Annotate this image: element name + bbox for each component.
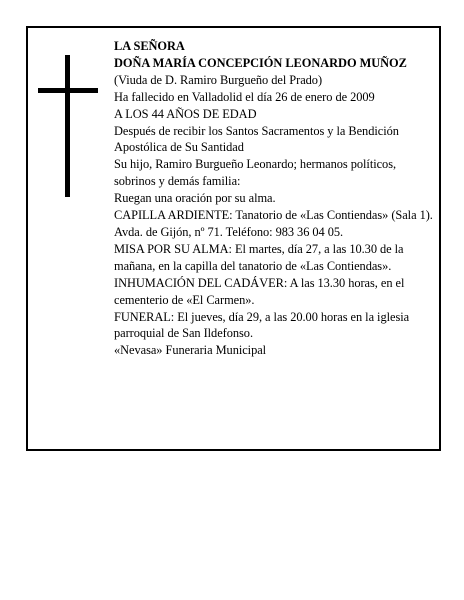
sacraments-line: Después de recibir los Santos Sacramentos y la Bendición Apostólica de Su Santidad	[114, 123, 399, 155]
cross-icon	[38, 55, 98, 197]
funeral-home-line: «Nevasa» Funeraria Municipal	[114, 343, 267, 358]
age-line: A LOS 44 AÑOS DE EDAD	[114, 106, 257, 121]
deceased-name: DOÑA MARÍA CONCEPCIÓN LEONARDO MUÑOZ	[114, 55, 407, 70]
obituary-text	[114, 38, 434, 359]
cross-vertical-bar	[65, 55, 70, 197]
chapel-info: CAPILLA ARDIENTE: Tanatorio de «Las Contiendas» (Sala 1). Avda. de Gijón, nº 71. Teléfono: 983 36 04 05.	[114, 208, 433, 239]
burial-info: INHUMACIÓN DEL CADÁVER: A las 13.30 horas, en el cementerio de «El Carmen».	[114, 275, 405, 307]
widow-of-line: (Viuda de D. Ramiro Burgueño del Prado)	[114, 72, 323, 87]
deceased-title: LA SEÑORA	[114, 39, 185, 53]
death-date-line: Ha fallecido en Valladolid el día 26 de enero de 2009	[114, 89, 375, 104]
family-line: Su hijo, Ramiro Burgueño Leonardo; hermanos políticos, sobrinos y demás familia:	[114, 157, 397, 189]
mass-info: MISA POR SU ALMA: El martes, día 27, a las 10.30 de la mañana, en la capilla del tanatorio de «Las Contiendas».	[114, 241, 404, 273]
prayer-request-line: Ruegan una oración por su alma.	[114, 191, 276, 206]
funeral-info: FUNERAL: El jueves, día 29, a las 20.00 horas en la iglesia parroquial de San Ildefonso.	[114, 309, 410, 341]
cross-horizontal-bar	[38, 88, 98, 93]
